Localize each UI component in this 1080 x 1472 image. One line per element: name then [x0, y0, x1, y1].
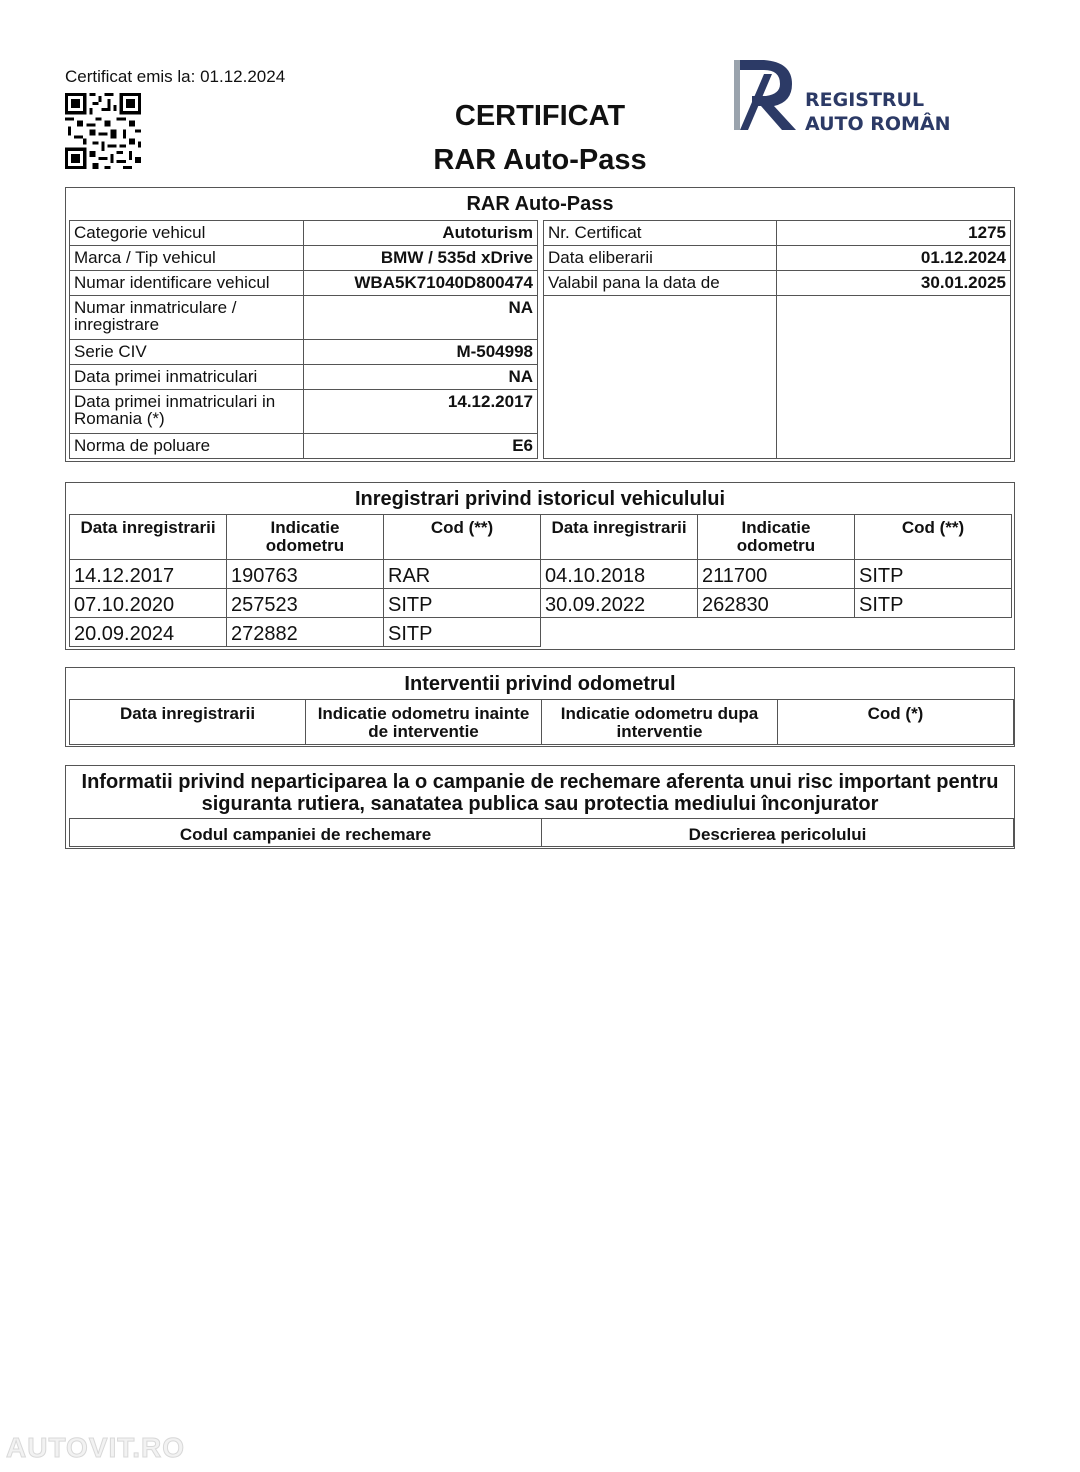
column-header: Cod (**) — [855, 515, 1012, 560]
column-header: Indicatie odometru inainte de interventie — [306, 700, 542, 745]
record-odometer: 211700 — [698, 560, 855, 589]
document-title: CERTIFICAT — [454, 100, 626, 132]
field-label: Numar identificare vehicul — [70, 271, 304, 296]
field-label: Norma de poluare — [70, 434, 304, 459]
logo-text-line1: REGISTRUL — [805, 89, 925, 111]
field-value: NA — [304, 296, 538, 340]
record-odometer: 190763 — [227, 560, 384, 589]
history-panel — [65, 482, 1015, 650]
vehicle-info-panel — [65, 187, 1015, 462]
table-row — [70, 390, 538, 434]
empty-cell — [698, 618, 855, 647]
table-header-row — [70, 700, 1014, 745]
record-odometer: 262830 — [698, 589, 855, 618]
qr-code-icon — [65, 93, 141, 169]
record-code: SITP — [384, 618, 541, 647]
table-row — [544, 246, 1011, 271]
certificate-details-table — [543, 220, 1011, 459]
table-row — [70, 434, 538, 459]
table-row — [70, 296, 538, 340]
field-label: Valabil pana la data de — [544, 271, 777, 296]
watermark: AUTOVIT.RO — [6, 1432, 186, 1463]
column-header: Data inregistrarii — [70, 700, 306, 745]
empty-cell — [544, 296, 777, 459]
issue-date: Certificat emis la: 01.12.2024 — [65, 67, 286, 86]
column-header: Indicatie odometru — [227, 515, 384, 560]
record-code: SITP — [384, 589, 541, 618]
field-value: 1275 — [777, 221, 1011, 246]
interventions-panel — [65, 667, 1015, 747]
empty-cell — [541, 618, 698, 647]
rar-logo-icon — [730, 56, 960, 136]
field-value: M-504998 — [304, 340, 538, 365]
table-row — [70, 618, 1012, 647]
field-label: Data primei inmatriculari in Romania (*) — [70, 390, 304, 434]
table-row — [70, 221, 538, 246]
record-date: 30.09.2022 — [541, 589, 698, 618]
record-date: 07.10.2020 — [70, 589, 227, 618]
field-label: Categorie vehicul — [70, 221, 304, 246]
field-label: Data eliberarii — [544, 246, 777, 271]
column-header: Data inregistrarii — [70, 515, 227, 560]
field-label: Serie CIV — [70, 340, 304, 365]
field-value: 01.12.2024 — [777, 246, 1011, 271]
column-header: Descrierea pericolului — [542, 819, 1014, 847]
interventions-panel-title: Interventii privind odometrul — [404, 673, 676, 695]
field-value: WBA5K71040D800474 — [304, 271, 538, 296]
recall-panel — [65, 765, 1015, 849]
field-label: Nr. Certificat — [544, 221, 777, 246]
record-odometer: 257523 — [227, 589, 384, 618]
table-row — [544, 296, 1011, 459]
column-header: Data inregistrarii — [541, 515, 698, 560]
record-date: 04.10.2018 — [541, 560, 698, 589]
record-date: 14.12.2017 — [70, 560, 227, 589]
interventions-table — [69, 699, 1014, 745]
field-value: 14.12.2017 — [304, 390, 538, 434]
field-label: Data primei inmatriculari — [70, 365, 304, 390]
column-header: Cod (*) — [778, 700, 1014, 745]
empty-cell — [777, 296, 1011, 459]
table-row — [70, 560, 1012, 589]
field-value: NA — [304, 365, 538, 390]
record-date: 20.09.2024 — [70, 618, 227, 647]
table-row — [70, 589, 1012, 618]
record-code: RAR — [384, 560, 541, 589]
column-header: Cod (**) — [384, 515, 541, 560]
field-value: 30.01.2025 — [777, 271, 1011, 296]
column-header: Indicatie odometru — [698, 515, 855, 560]
recall-panel-title: Informatii privind neparticiparea la o campanie de rechemare aferenta unui risc important pentru siguranta rutiera, sanatatea publica sau protectia mediului înconjurator — [81, 771, 999, 815]
column-header: Indicatie odometru dupa interventie — [542, 700, 778, 745]
record-code: SITP — [855, 589, 1012, 618]
empty-cell — [855, 618, 1012, 647]
table-row — [70, 340, 538, 365]
field-label: Numar inmatriculare / inregistrare — [70, 296, 304, 340]
field-value: Autoturism — [304, 221, 538, 246]
table-row — [70, 246, 538, 271]
record-code: SITP — [855, 560, 1012, 589]
table-header-row — [70, 819, 1014, 847]
logo-text-line2: AUTO ROMÂN — [805, 113, 951, 135]
recall-table — [69, 818, 1014, 847]
document-subtitle: RAR Auto-Pass — [433, 144, 647, 176]
vehicle-details-table — [69, 220, 538, 459]
column-header: Codul campaniei de rechemare — [70, 819, 542, 847]
table-row — [70, 271, 538, 296]
table-row — [70, 365, 538, 390]
field-value: E6 — [304, 434, 538, 459]
record-odometer: 272882 — [227, 618, 384, 647]
field-value: BMW / 535d xDrive — [304, 246, 538, 271]
table-row — [544, 221, 1011, 246]
field-label: Marca / Tip vehicul — [70, 246, 304, 271]
history-table — [69, 514, 1012, 647]
table-header-row — [70, 515, 1012, 560]
history-panel-title: Inregistrari privind istoricul vehiculului — [354, 488, 726, 510]
table-row — [544, 271, 1011, 296]
vehicle-panel-title: RAR Auto-Pass — [466, 193, 614, 215]
